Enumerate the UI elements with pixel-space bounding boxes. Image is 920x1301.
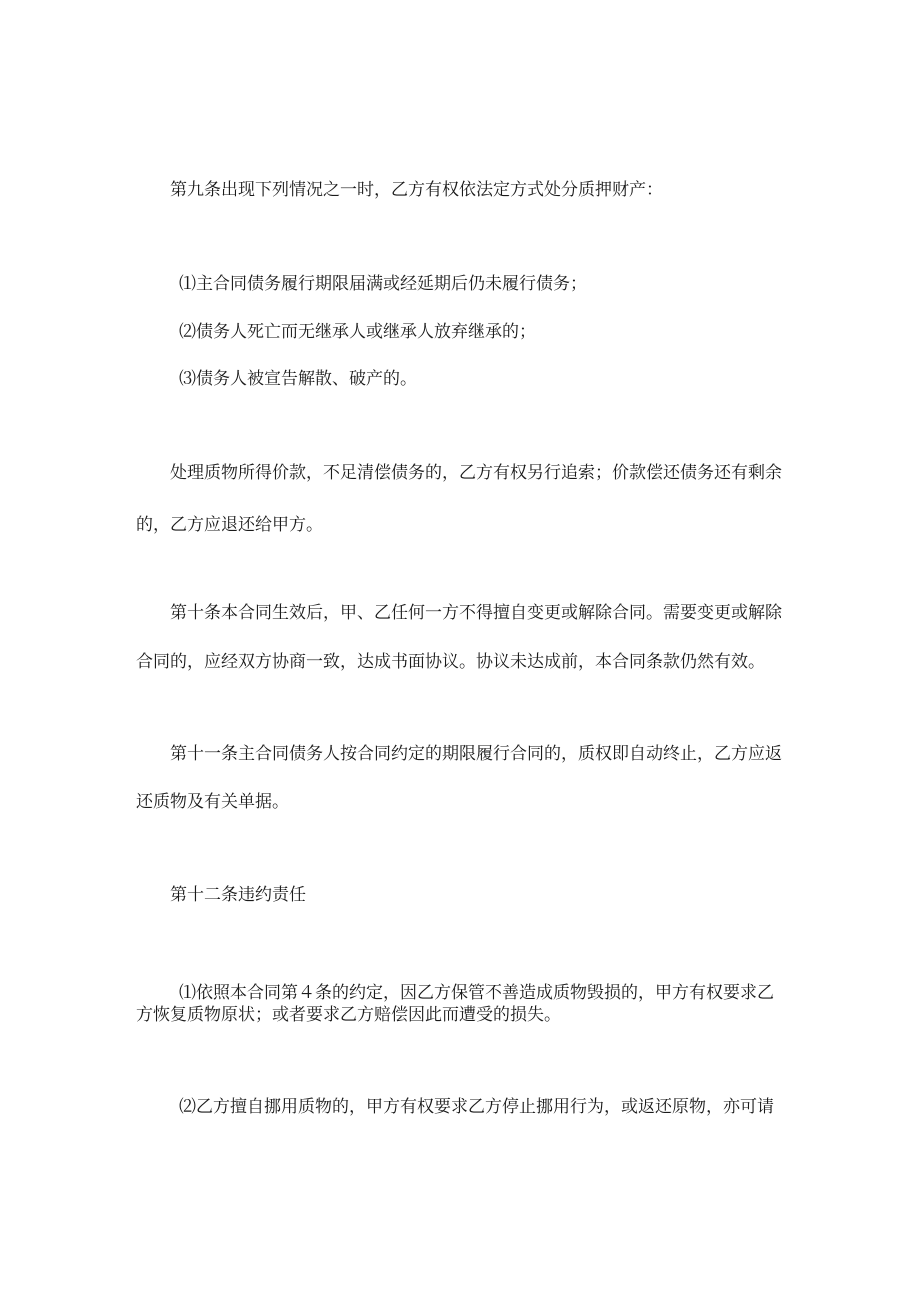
article-12-heading: 第十二条违约责任 (170, 885, 306, 905)
article-12-item-1-line-1: ⑴依照本合同第４条的约定，因乙方保管不善造成质物毁损的，甲方有权要求乙 (179, 983, 774, 1003)
article-10-line-1: 第十条本合同生效后，甲、乙任何一方不得擅自变更或解除合同。需要变更或解除 (170, 603, 782, 623)
article-11-line-1: 第十一条主合同债务人按合同约定的期限履行合同的，质权即自动终止，乙方应返 (170, 744, 782, 764)
article-9-proceeds-line-1: 处理质物所得价款，不足清偿债务的，乙方有权另行追索；价款偿还债务还有剩余 (170, 463, 782, 483)
article-9-item-3: ⑶债务人被宣告解散、破产的。 (179, 369, 417, 389)
article-9-item-1: ⑴主合同债务履行期限届满或经延期后仍未履行债务； (179, 274, 587, 294)
article-10-line-2: 合同的，应经双方协商一致，达成书面协议。协议未达成前，本合同条款仍然有效。 (136, 652, 765, 672)
article-9-item-2: ⑵债务人死亡而无继承人或继承人放弃继承的； (179, 322, 536, 342)
article-12-item-1-line-2: 方恢复质物原状；或者要求乙方赔偿因此而遭受的损失。 (136, 1005, 561, 1025)
article-11-line-2: 还质物及有关单据。 (136, 792, 289, 812)
article-9-proceeds-line-2: 的，乙方应退还给甲方。 (136, 515, 323, 535)
article-9-intro: 第九条出现下列情况之一时，乙方有权依法定方式处分质押财产： (170, 180, 663, 200)
article-12-item-2-line-1: ⑵乙方擅自挪用质物的，甲方有权要求乙方停止挪用行为，或返还原物，亦可请 (179, 1097, 774, 1117)
